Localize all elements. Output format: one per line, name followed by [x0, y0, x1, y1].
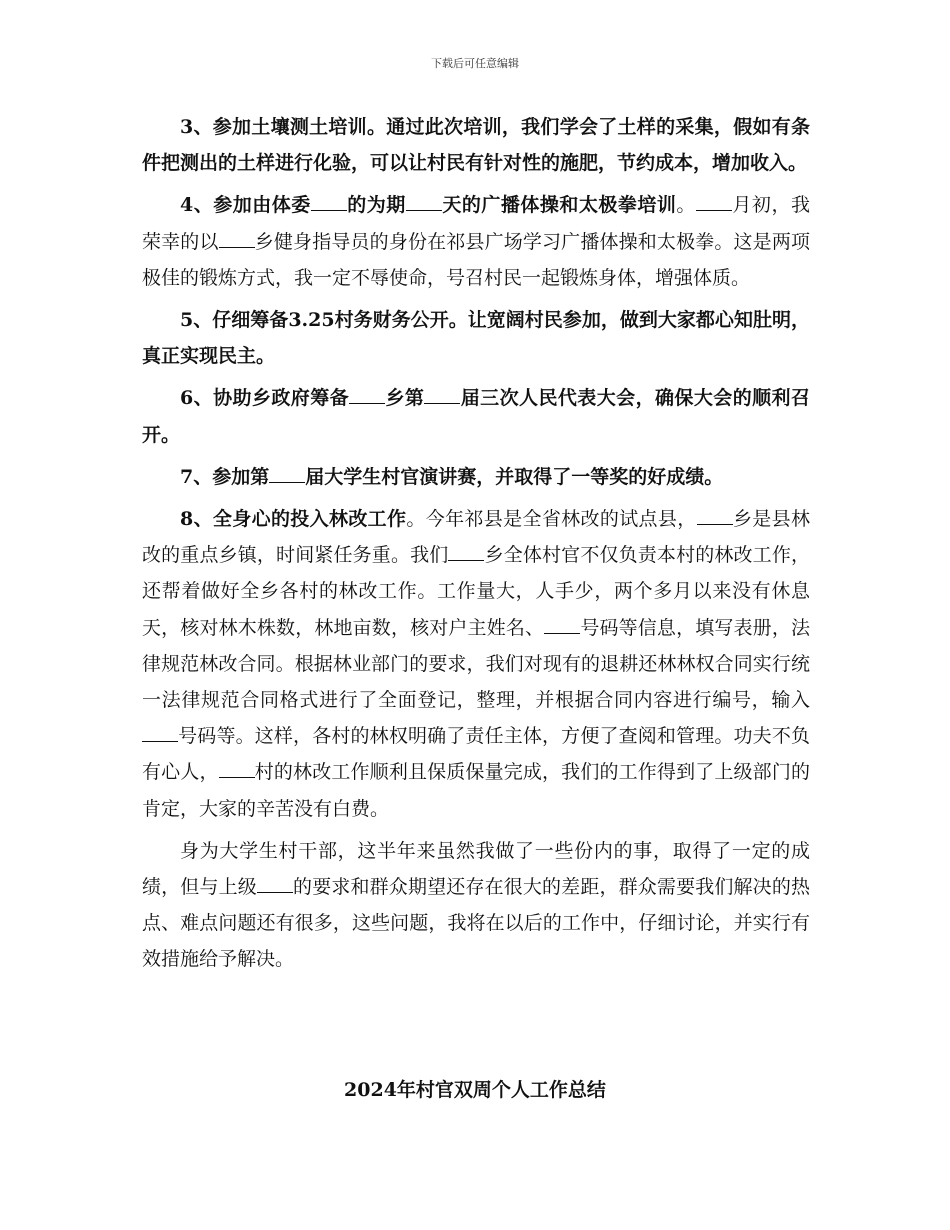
- item-8-text-f: 号码等。这样，各村的林权明确了责任主体，方便了查阅和管理。功夫不负有心人，: [142, 725, 810, 784]
- blank-line: [269, 481, 305, 483]
- item-8-text-c: 乡是县林改的重点乡镇，时间紧任务重。我们: [142, 508, 810, 567]
- item-4-text-e: 月初，我荣幸的以: [142, 194, 810, 253]
- item-8-text-b: 。今年祁县是全省林改的试点县，: [406, 508, 697, 531]
- blank-line: [219, 776, 255, 778]
- section-title: 2024年村官双周个人工作总结: [344, 1079, 606, 1101]
- blank-line: [696, 209, 732, 211]
- blank-line: [311, 209, 347, 211]
- item-7-text-b: 届大学生村官演讲赛，并取得了一等奖的好成绩。: [305, 465, 724, 488]
- item-8-text-g: 村的林改工作顺利且保质保量完成，我们的工作得到了上级部门的肯定，大家的辛苦没有白费。: [142, 761, 810, 820]
- paragraph-item-8: [142, 501, 810, 827]
- item-8-text-d: 乡全体村官不仅负责本村的林改工作，还帮着做好全乡各村的林改工作。工作量大，人手少，两个多月以来没有休息天，核对林木株数，林地亩数，核对户主姓名、: [142, 544, 810, 639]
- blank-line: [406, 209, 442, 211]
- blank-line: [424, 402, 460, 404]
- item-8-heading: 8、全身心的投入林改工作: [180, 508, 407, 531]
- item-4-heading-a: 4、参加由体委: [180, 194, 311, 217]
- paragraph-item-4: [142, 187, 810, 296]
- item-4-heading-b: 的为期: [346, 194, 406, 217]
- blank-line: [142, 740, 178, 742]
- blank-line: [448, 559, 484, 561]
- item-6-text-c: 届三次人民代表大会，确保大会的顺利召开。: [142, 387, 810, 446]
- item-4-text-f: 乡健身指导员的身份在祁县广场学习广播体操和太极拳。这是两项极佳的锻炼方式，我一定不辱使命，号召村民一起锻炼身体，增强体质。: [142, 230, 810, 289]
- blank-line: [257, 891, 293, 893]
- item-4-heading-c: 天的广播体操和太极拳培训: [441, 194, 677, 217]
- conclusion-text-a: 身为大学生村干部，这半年来虽然我做了一些份内的事，取得了一定的成绩，但与上级: [142, 839, 810, 899]
- paragraph-item-5: 5、仔细筹备3.25村务财务公开。让宽阔村民参加，做到大家都心知肚明，真正实现民主。: [142, 309, 810, 368]
- blank-line: [697, 523, 733, 525]
- paragraph-item-6: [142, 380, 810, 452]
- page-header: 下载后可任意编辑: [431, 57, 519, 70]
- paragraph-conclusion: [142, 833, 810, 978]
- item-4-text-d: 。: [676, 194, 696, 217]
- paragraph-item-3: 3、参加土壤测土培训。通过此次培训，我们学会了土样的采集，假如有条件把测出的土样进行化验，可以让村民有针对性的施肥，节约成本，增加收入。: [142, 116, 810, 175]
- item-7-text-a: 7、参加第: [180, 465, 270, 488]
- paragraph-item-7: [142, 459, 810, 495]
- conclusion-text-b: 的要求和群众期望还存在很大的差距，群众需要我们解决的热点、难点问题还有很多，这些问题，我将在以后的工作中，仔细讨论，并实行有效措施给予解决。: [142, 876, 810, 971]
- blank-line: [349, 402, 385, 404]
- document-body: [142, 109, 810, 978]
- blank-line: [219, 246, 255, 248]
- item-6-text-b: 乡第: [385, 387, 425, 410]
- blank-line: [544, 632, 580, 634]
- item-8-text-e: 号码等信息，填写表册，法律规范林改合同。根据林业部门的要求，我们对现有的退耕还林林权合同实行统一法律规范合同格式进行了全面登记，整理，并根据合同内容进行编号，输入: [142, 616, 810, 712]
- item-6-text-a: 6、协助乡政府筹备: [180, 387, 350, 410]
